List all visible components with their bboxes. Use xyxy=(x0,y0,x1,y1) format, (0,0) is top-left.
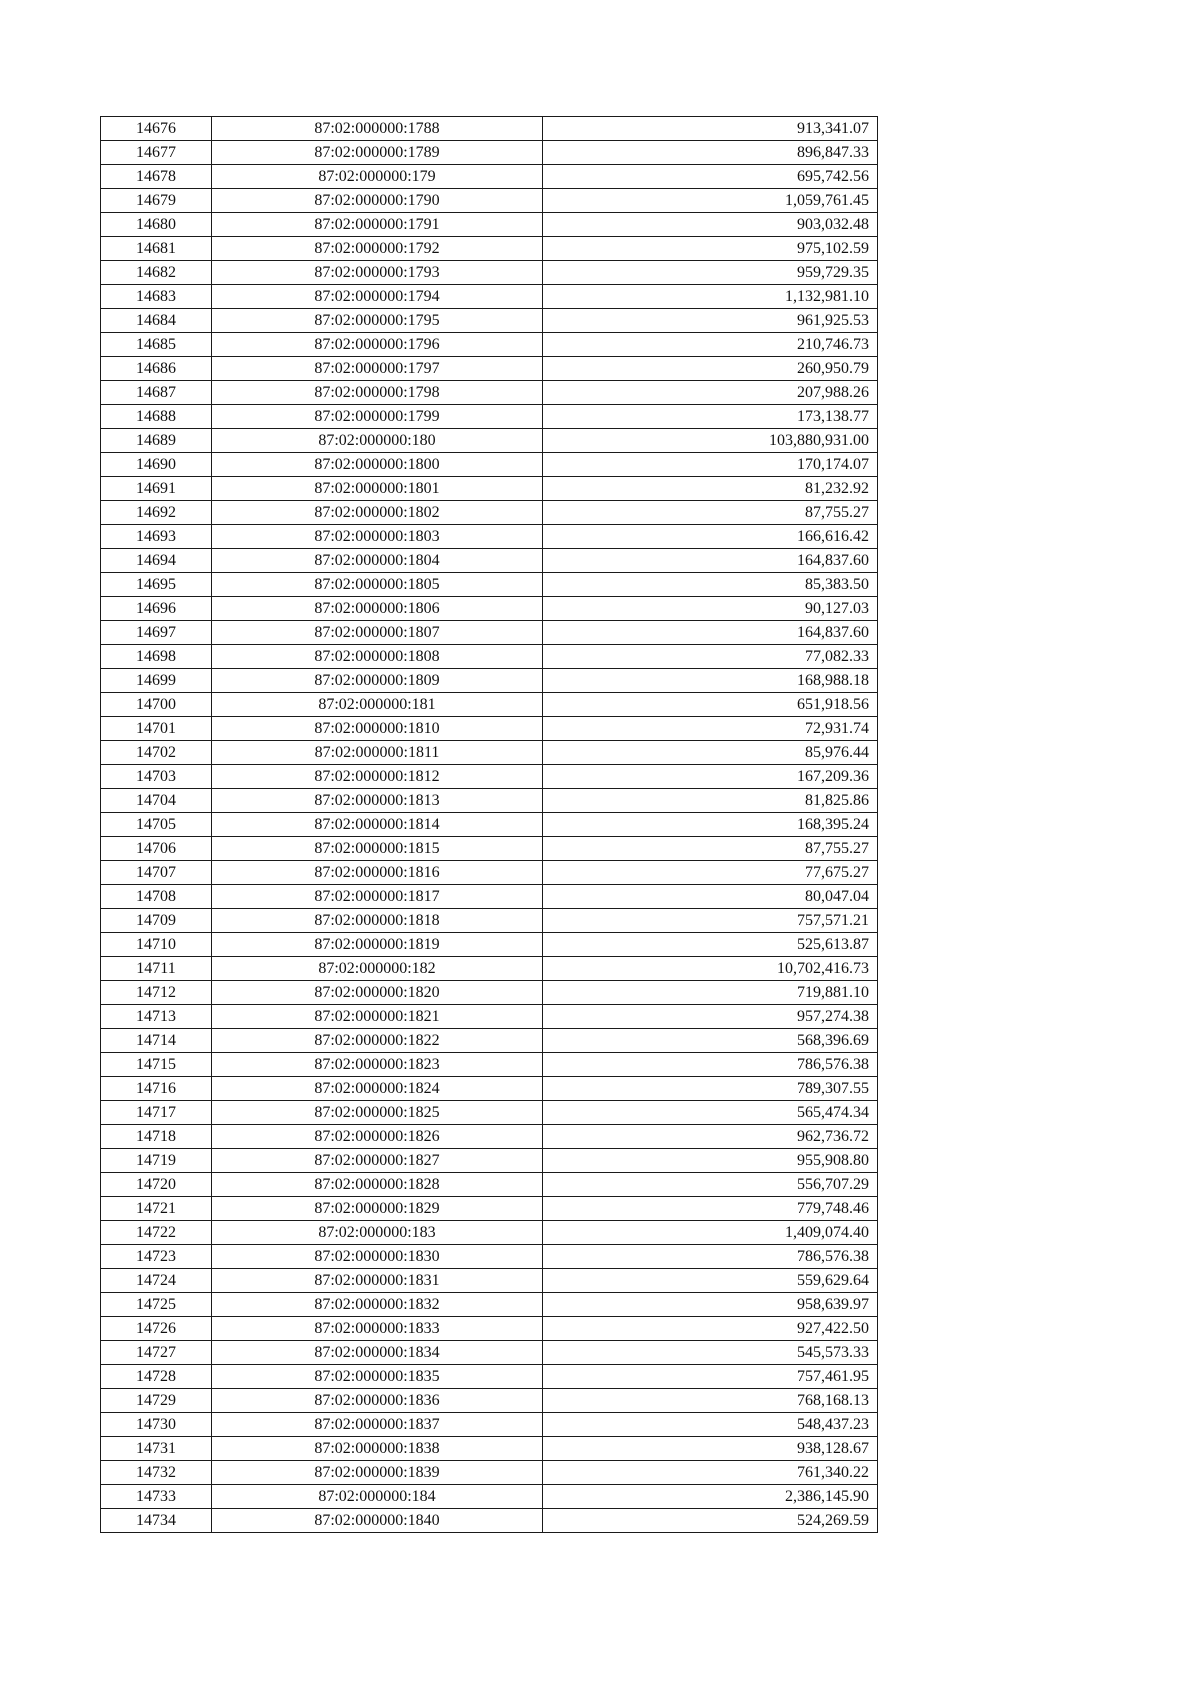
cadastral-number-cell: 87:02:000000:1836 xyxy=(212,1389,543,1413)
table-row xyxy=(101,1293,878,1317)
cadastral-value-cell: 1,409,074.40 xyxy=(543,1221,878,1245)
table-row xyxy=(101,285,878,309)
row-number-cell: 14707 xyxy=(101,861,212,885)
cadastral-number-cell: 87:02:000000:1803 xyxy=(212,525,543,549)
table-row xyxy=(101,717,878,741)
cadastral-value-cell: 556,707.29 xyxy=(543,1173,878,1197)
table-row xyxy=(101,1005,878,1029)
table-row xyxy=(101,1485,878,1509)
row-number-cell: 14677 xyxy=(101,141,212,165)
cadastral-number-cell: 87:02:000000:1794 xyxy=(212,285,543,309)
cadastral-number-cell: 87:02:000000:1824 xyxy=(212,1077,543,1101)
cadastral-number-cell: 87:02:000000:1840 xyxy=(212,1509,543,1533)
row-number-cell: 14721 xyxy=(101,1197,212,1221)
cadastral-value-cell: 210,746.73 xyxy=(543,333,878,357)
row-number-cell: 14683 xyxy=(101,285,212,309)
row-number-cell: 14680 xyxy=(101,213,212,237)
table-row xyxy=(101,909,878,933)
table-row xyxy=(101,837,878,861)
cadastral-value-cell: 757,461.95 xyxy=(543,1365,878,1389)
table-row xyxy=(101,789,878,813)
row-number-cell: 14684 xyxy=(101,309,212,333)
row-number-cell: 14695 xyxy=(101,573,212,597)
cadastral-number-cell: 87:02:000000:1831 xyxy=(212,1269,543,1293)
cadastral-number-cell: 87:02:000000:1815 xyxy=(212,837,543,861)
row-number-cell: 14719 xyxy=(101,1149,212,1173)
cadastral-number-cell: 87:02:000000:1823 xyxy=(212,1053,543,1077)
row-number-cell: 14698 xyxy=(101,645,212,669)
table-row xyxy=(101,1389,878,1413)
row-number-cell: 14697 xyxy=(101,621,212,645)
cadastral-value-cell: 959,729.35 xyxy=(543,261,878,285)
row-number-cell: 14715 xyxy=(101,1053,212,1077)
table-row xyxy=(101,645,878,669)
table-row xyxy=(101,573,878,597)
table-row xyxy=(101,189,878,213)
row-number-cell: 14703 xyxy=(101,765,212,789)
cadastral-value-cell: 103,880,931.00 xyxy=(543,429,878,453)
cadastral-value-cell: 719,881.10 xyxy=(543,981,878,1005)
table-row xyxy=(101,1245,878,1269)
cadastral-value-cell: 957,274.38 xyxy=(543,1005,878,1029)
cadastral-number-cell: 87:02:000000:1819 xyxy=(212,933,543,957)
table-row xyxy=(101,1077,878,1101)
row-number-cell: 14734 xyxy=(101,1509,212,1533)
cadastral-number-cell: 87:02:000000:1802 xyxy=(212,501,543,525)
cadastral-value-cell: 896,847.33 xyxy=(543,141,878,165)
cadastral-number-cell: 87:02:000000:180 xyxy=(212,429,543,453)
table-row xyxy=(101,669,878,693)
table-row xyxy=(101,1149,878,1173)
cadastral-number-cell: 87:02:000000:1817 xyxy=(212,885,543,909)
cadastral-number-cell: 87:02:000000:1828 xyxy=(212,1173,543,1197)
row-number-cell: 14729 xyxy=(101,1389,212,1413)
table-row xyxy=(101,333,878,357)
cadastral-value-cell: 87,755.27 xyxy=(543,837,878,861)
cadastral-value-cell: 90,127.03 xyxy=(543,597,878,621)
cadastral-value-cell: 1,132,981.10 xyxy=(543,285,878,309)
table-row xyxy=(101,1365,878,1389)
cadastral-value-cell: 164,837.60 xyxy=(543,621,878,645)
cadastral-value-cell: 77,675.27 xyxy=(543,861,878,885)
cadastral-number-cell: 87:02:000000:1834 xyxy=(212,1341,543,1365)
table-row xyxy=(101,1221,878,1245)
cadastral-number-cell: 87:02:000000:1827 xyxy=(212,1149,543,1173)
cadastral-number-cell: 87:02:000000:1809 xyxy=(212,669,543,693)
cadastral-value-cell: 173,138.77 xyxy=(543,405,878,429)
cadastral-number-cell: 87:02:000000:1814 xyxy=(212,813,543,837)
row-number-cell: 14685 xyxy=(101,333,212,357)
table-row xyxy=(101,1197,878,1221)
table-row xyxy=(101,237,878,261)
cadastral-value-cell: 961,925.53 xyxy=(543,309,878,333)
table-row xyxy=(101,597,878,621)
cadastral-value-cell: 958,639.97 xyxy=(543,1293,878,1317)
cadastral-value-cell: 80,047.04 xyxy=(543,885,878,909)
row-number-cell: 14691 xyxy=(101,477,212,501)
cadastral-value-cell: 85,976.44 xyxy=(543,741,878,765)
row-number-cell: 14690 xyxy=(101,453,212,477)
row-number-cell: 14701 xyxy=(101,717,212,741)
row-number-cell: 14725 xyxy=(101,1293,212,1317)
cadastral-number-cell: 87:02:000000:183 xyxy=(212,1221,543,1245)
row-number-cell: 14699 xyxy=(101,669,212,693)
cadastral-value-cell: 1,059,761.45 xyxy=(543,189,878,213)
cadastral-value-cell: 524,269.59 xyxy=(543,1509,878,1533)
cadastral-number-cell: 87:02:000000:1830 xyxy=(212,1245,543,1269)
cadastral-number-cell: 87:02:000000:179 xyxy=(212,165,543,189)
row-number-cell: 14730 xyxy=(101,1413,212,1437)
table-row xyxy=(101,1509,878,1533)
cadastral-value-cell: 10,702,416.73 xyxy=(543,957,878,981)
table-row xyxy=(101,981,878,1005)
table-row xyxy=(101,261,878,285)
table-row xyxy=(101,453,878,477)
cadastral-value-cell: 975,102.59 xyxy=(543,237,878,261)
cadastral-number-cell: 87:02:000000:1835 xyxy=(212,1365,543,1389)
cadastral-number-cell: 87:02:000000:1798 xyxy=(212,381,543,405)
row-number-cell: 14726 xyxy=(101,1317,212,1341)
row-number-cell: 14717 xyxy=(101,1101,212,1125)
cadastral-number-cell: 87:02:000000:1808 xyxy=(212,645,543,669)
row-number-cell: 14713 xyxy=(101,1005,212,1029)
cadastral-value-cell: 565,474.34 xyxy=(543,1101,878,1125)
row-number-cell: 14681 xyxy=(101,237,212,261)
cadastral-value-cell: 962,736.72 xyxy=(543,1125,878,1149)
cadastral-value-cell: 164,837.60 xyxy=(543,549,878,573)
cadastral-value-cell: 548,437.23 xyxy=(543,1413,878,1437)
row-number-cell: 14723 xyxy=(101,1245,212,1269)
cadastral-number-cell: 87:02:000000:1816 xyxy=(212,861,543,885)
cadastral-value-cell: 260,950.79 xyxy=(543,357,878,381)
table-row xyxy=(101,1437,878,1461)
cadastral-number-cell: 87:02:000000:1788 xyxy=(212,117,543,141)
table-row xyxy=(101,1317,878,1341)
row-number-cell: 14686 xyxy=(101,357,212,381)
cadastral-value-cell: 2,386,145.90 xyxy=(543,1485,878,1509)
table-row xyxy=(101,1413,878,1437)
table-row xyxy=(101,549,878,573)
cadastral-number-cell: 87:02:000000:1806 xyxy=(212,597,543,621)
cadastral-value-cell: 207,988.26 xyxy=(543,381,878,405)
cadastral-value-cell: 786,576.38 xyxy=(543,1245,878,1269)
table-row xyxy=(101,885,878,909)
row-number-cell: 14676 xyxy=(101,117,212,141)
cadastral-number-cell: 87:02:000000:1826 xyxy=(212,1125,543,1149)
cadastral-number-cell: 87:02:000000:1811 xyxy=(212,741,543,765)
row-number-cell: 14682 xyxy=(101,261,212,285)
table-row xyxy=(101,1101,878,1125)
table-row xyxy=(101,405,878,429)
row-number-cell: 14678 xyxy=(101,165,212,189)
table-row xyxy=(101,693,878,717)
table-row xyxy=(101,309,878,333)
row-number-cell: 14710 xyxy=(101,933,212,957)
row-number-cell: 14724 xyxy=(101,1269,212,1293)
cadastral-value-cell: 81,232.92 xyxy=(543,477,878,501)
table-row xyxy=(101,357,878,381)
table-row xyxy=(101,117,878,141)
cadastral-number-cell: 87:02:000000:1791 xyxy=(212,213,543,237)
row-number-cell: 14716 xyxy=(101,1077,212,1101)
row-number-cell: 14679 xyxy=(101,189,212,213)
cadastral-value-cell: 545,573.33 xyxy=(543,1341,878,1365)
row-number-cell: 14687 xyxy=(101,381,212,405)
cadastral-number-cell: 87:02:000000:1812 xyxy=(212,765,543,789)
cadastral-value-cell: 568,396.69 xyxy=(543,1029,878,1053)
cadastral-number-cell: 87:02:000000:1822 xyxy=(212,1029,543,1053)
cadastral-value-cell: 81,825.86 xyxy=(543,789,878,813)
row-number-cell: 14688 xyxy=(101,405,212,429)
table-row xyxy=(101,957,878,981)
table-row xyxy=(101,429,878,453)
cadastral-value-cell: 757,571.21 xyxy=(543,909,878,933)
table-row xyxy=(101,165,878,189)
cadastral-number-cell: 87:02:000000:181 xyxy=(212,693,543,717)
cadastral-number-cell: 87:02:000000:1801 xyxy=(212,477,543,501)
cadastral-value-cell: 85,383.50 xyxy=(543,573,878,597)
cadastral-number-cell: 87:02:000000:1800 xyxy=(212,453,543,477)
table-row xyxy=(101,213,878,237)
row-number-cell: 14733 xyxy=(101,1485,212,1509)
table-row xyxy=(101,813,878,837)
table-row xyxy=(101,621,878,645)
cadastral-value-cell: 77,082.33 xyxy=(543,645,878,669)
cadastral-number-cell: 87:02:000000:1838 xyxy=(212,1437,543,1461)
table-row xyxy=(101,477,878,501)
row-number-cell: 14706 xyxy=(101,837,212,861)
cadastral-value-cell: 913,341.07 xyxy=(543,117,878,141)
cadastral-value-cell: 168,988.18 xyxy=(543,669,878,693)
cadastral-number-cell: 87:02:000000:1839 xyxy=(212,1461,543,1485)
row-number-cell: 14711 xyxy=(101,957,212,981)
row-number-cell: 14712 xyxy=(101,981,212,1005)
row-number-cell: 14720 xyxy=(101,1173,212,1197)
cadastral-value-cell: 955,908.80 xyxy=(543,1149,878,1173)
cadastral-number-cell: 87:02:000000:1807 xyxy=(212,621,543,645)
table-row xyxy=(101,501,878,525)
cadastral-number-cell: 87:02:000000:1837 xyxy=(212,1413,543,1437)
cadastral-value-cell: 786,576.38 xyxy=(543,1053,878,1077)
cadastral-number-cell: 87:02:000000:1799 xyxy=(212,405,543,429)
row-number-cell: 14718 xyxy=(101,1125,212,1149)
cadastral-value-cell: 903,032.48 xyxy=(543,213,878,237)
row-number-cell: 14708 xyxy=(101,885,212,909)
cadastral-number-cell: 87:02:000000:1789 xyxy=(212,141,543,165)
cadastral-value-cell: 525,613.87 xyxy=(543,933,878,957)
cadastral-number-cell: 87:02:000000:1804 xyxy=(212,549,543,573)
row-number-cell: 14722 xyxy=(101,1221,212,1245)
row-number-cell: 14727 xyxy=(101,1341,212,1365)
row-number-cell: 14694 xyxy=(101,549,212,573)
cadastral-number-cell: 87:02:000000:182 xyxy=(212,957,543,981)
cadastral-value-cell: 167,209.36 xyxy=(543,765,878,789)
table-row xyxy=(101,1269,878,1293)
cadastral-value-cell: 166,616.42 xyxy=(543,525,878,549)
row-number-cell: 14689 xyxy=(101,429,212,453)
cadastral-number-cell: 87:02:000000:1820 xyxy=(212,981,543,1005)
cadastral-number-cell: 87:02:000000:1813 xyxy=(212,789,543,813)
cadastral-number-cell: 87:02:000000:1795 xyxy=(212,309,543,333)
row-number-cell: 14700 xyxy=(101,693,212,717)
table-row xyxy=(101,861,878,885)
row-number-cell: 14731 xyxy=(101,1437,212,1461)
cadastral-value-cell: 779,748.46 xyxy=(543,1197,878,1221)
table-row xyxy=(101,525,878,549)
table-row xyxy=(101,933,878,957)
row-number-cell: 14728 xyxy=(101,1365,212,1389)
cadastral-number-cell: 87:02:000000:1833 xyxy=(212,1317,543,1341)
row-number-cell: 14705 xyxy=(101,813,212,837)
table-row xyxy=(101,1461,878,1485)
cadastral-number-cell: 87:02:000000:1810 xyxy=(212,717,543,741)
cadastral-number-cell: 87:02:000000:1792 xyxy=(212,237,543,261)
table-row xyxy=(101,381,878,405)
cadastral-number-cell: 87:02:000000:1829 xyxy=(212,1197,543,1221)
cadastral-value-cell: 559,629.64 xyxy=(543,1269,878,1293)
cadastral-number-cell: 87:02:000000:1796 xyxy=(212,333,543,357)
cadastral-value-cell: 87,755.27 xyxy=(543,501,878,525)
table-body xyxy=(101,117,878,1533)
cadastral-value-cell: 168,395.24 xyxy=(543,813,878,837)
row-number-cell: 14704 xyxy=(101,789,212,813)
cadastral-value-cell: 927,422.50 xyxy=(543,1317,878,1341)
table-row xyxy=(101,741,878,765)
row-number-cell: 14696 xyxy=(101,597,212,621)
cadastral-value-cell: 695,742.56 xyxy=(543,165,878,189)
cadastral-number-cell: 87:02:000000:1818 xyxy=(212,909,543,933)
cadastral-value-cell: 938,128.67 xyxy=(543,1437,878,1461)
row-number-cell: 14702 xyxy=(101,741,212,765)
row-number-cell: 14709 xyxy=(101,909,212,933)
table-row xyxy=(101,1029,878,1053)
table-row xyxy=(101,1341,878,1365)
cadastral-number-cell: 87:02:000000:1790 xyxy=(212,189,543,213)
cadastral-number-cell: 87:02:000000:1793 xyxy=(212,261,543,285)
cadastral-value-cell: 768,168.13 xyxy=(543,1389,878,1413)
cadastral-number-cell: 87:02:000000:1832 xyxy=(212,1293,543,1317)
cadastral-value-cell: 761,340.22 xyxy=(543,1461,878,1485)
cadastral-value-table xyxy=(100,116,878,1533)
cadastral-number-cell: 87:02:000000:1821 xyxy=(212,1005,543,1029)
cadastral-value-cell: 170,174.07 xyxy=(543,453,878,477)
row-number-cell: 14692 xyxy=(101,501,212,525)
cadastral-value-cell: 72,931.74 xyxy=(543,717,878,741)
table-row xyxy=(101,765,878,789)
row-number-cell: 14714 xyxy=(101,1029,212,1053)
row-number-cell: 14732 xyxy=(101,1461,212,1485)
cadastral-number-cell: 87:02:000000:1805 xyxy=(212,573,543,597)
table-row xyxy=(101,1053,878,1077)
cadastral-number-cell: 87:02:000000:184 xyxy=(212,1485,543,1509)
cadastral-number-cell: 87:02:000000:1825 xyxy=(212,1101,543,1125)
row-number-cell: 14693 xyxy=(101,525,212,549)
table-row xyxy=(101,141,878,165)
table-row xyxy=(101,1125,878,1149)
cadastral-value-cell: 789,307.55 xyxy=(543,1077,878,1101)
cadastral-value-cell: 651,918.56 xyxy=(543,693,878,717)
cadastral-number-cell: 87:02:000000:1797 xyxy=(212,357,543,381)
table-row xyxy=(101,1173,878,1197)
